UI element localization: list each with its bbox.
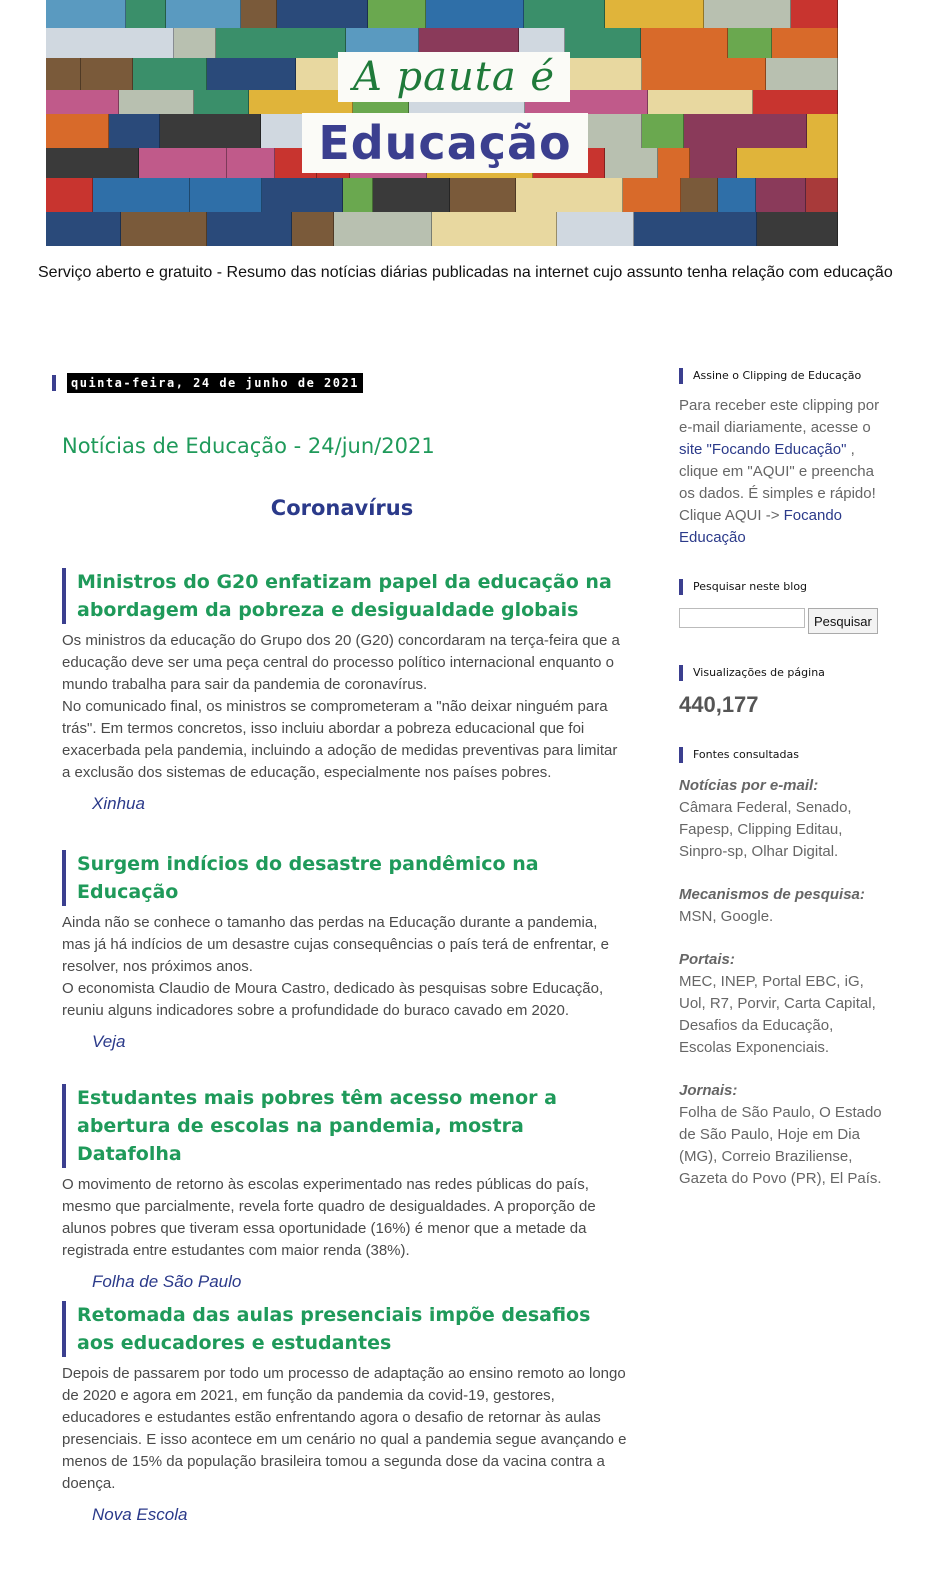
subscribe-text-part: Para receber este clipping por e-mail diariamente, acesse o bbox=[679, 397, 880, 436]
book-spine bbox=[46, 114, 109, 148]
book-spine bbox=[207, 212, 292, 246]
book-spine bbox=[737, 148, 838, 178]
book-spine bbox=[728, 28, 772, 58]
views-widget-title: Visualizações de página bbox=[679, 663, 889, 683]
book-spine bbox=[753, 90, 838, 114]
book-spine bbox=[119, 90, 193, 114]
article-body bbox=[62, 1363, 628, 1495]
source-group-label: Jornais: bbox=[679, 1082, 738, 1099]
article-paragraph: O movimento de retorno às escolas experimentado nas redes públicas do país, mesmo que parcialmente, revela forte quadro de desigualdades. A proporção de alunos pobres que tiveram essa oportunidade (16%) é menor que a metade da registrada entre estudantes com maior renda (38%). bbox=[62, 1176, 596, 1259]
book-spine bbox=[642, 114, 683, 148]
article-source-link[interactable]: Nova Escola bbox=[92, 1505, 188, 1524]
book-spine bbox=[292, 212, 334, 246]
search-row bbox=[679, 608, 889, 634]
book-spine bbox=[109, 114, 160, 148]
book-spine bbox=[81, 58, 133, 90]
book-spine bbox=[642, 58, 766, 90]
article-source-link[interactable]: Xinhua bbox=[92, 794, 145, 813]
book-spine bbox=[46, 212, 121, 246]
book-spine bbox=[216, 28, 346, 58]
book-spine bbox=[334, 212, 433, 246]
book-spine bbox=[46, 90, 119, 114]
title-big-box bbox=[302, 113, 588, 173]
source-group-label: Mecanismos de pesquisa: bbox=[679, 886, 865, 903]
source-group-label: Notícias por e-mail: bbox=[679, 777, 819, 794]
subscribe-text-part: , clique em "AQUI" e preencha os dados. É simples e rápido! Clique AQUI -> bbox=[679, 441, 876, 524]
article-body bbox=[62, 1174, 628, 1262]
book-spine bbox=[648, 90, 753, 114]
book-spine bbox=[46, 178, 93, 212]
book-spine bbox=[46, 58, 81, 90]
header-banner[interactable] bbox=[46, 0, 838, 246]
article-paragraph: O economista Claudio de Moura Castro, dedicado às pesquisas sobre Educação, reuniu alguns indicadores sobre a profundidade do buraco cavado em 2020. bbox=[62, 980, 604, 1019]
page-view-counter: 440,177 bbox=[679, 692, 759, 717]
book-spine bbox=[174, 28, 216, 58]
book-spine bbox=[658, 148, 690, 178]
article-title[interactable]: Estudantes mais pobres têm acesso menor a abertura de escolas na pandemia, mostra Datafolha bbox=[62, 1084, 628, 1168]
search-button[interactable]: Pesquisar bbox=[808, 608, 878, 634]
article bbox=[62, 1084, 628, 1292]
book-spine bbox=[93, 178, 189, 212]
book-spine bbox=[126, 0, 166, 28]
source-group-label: Portais: bbox=[679, 951, 735, 968]
source-group-text: Câmara Federal, Senado, Fapesp, Clipping Editau, Sinpro-sp, Olhar Digital. bbox=[679, 799, 852, 860]
article-title[interactable]: Surgem indícios do desastre pandêmico na Educação bbox=[62, 850, 628, 906]
article-paragraph: No comunicado final, os ministros se comprometeram a "não deixar ninguém para trás". Em termos concretos, isso incluiu abordar a pobreza educacional que foi exacerbada pela pandemia, incluindo a adoção de medidas preventivas para limitar a exclusão dos sistemas de educação, especialmente nos países pobres. bbox=[62, 698, 618, 781]
book-spine bbox=[756, 178, 805, 212]
book-spine bbox=[605, 148, 657, 178]
date-bar bbox=[52, 375, 56, 391]
book-spine bbox=[757, 212, 838, 246]
book-spine bbox=[791, 0, 838, 28]
book-spine bbox=[432, 212, 557, 246]
book-row bbox=[46, 0, 838, 28]
post-title[interactable]: Notícias de Educação - 24/jun/2021 bbox=[62, 434, 435, 458]
article-body bbox=[62, 912, 628, 1022]
book-spine bbox=[262, 178, 343, 212]
article-body bbox=[62, 630, 628, 784]
book-spine bbox=[46, 148, 139, 178]
subscribe-widget-title: Assine o Clipping de Educação bbox=[679, 366, 889, 386]
section-heading: Coronavírus bbox=[270, 496, 414, 520]
title-small: A pauta é bbox=[352, 54, 556, 100]
article-title[interactable]: Ministros do G20 enfatizam papel da educação na abordagem da pobreza e desigualdade globais bbox=[62, 568, 628, 624]
source-group-text: MSN, Google. bbox=[679, 908, 774, 925]
book-spine bbox=[166, 0, 241, 28]
book-spine bbox=[241, 0, 278, 28]
article bbox=[62, 850, 628, 1052]
book-spine bbox=[690, 148, 738, 178]
post-date: quinta-feira, 24 de junho de 2021 bbox=[67, 373, 363, 393]
book-spine bbox=[450, 178, 516, 212]
book-spine bbox=[806, 178, 838, 212]
book-spine bbox=[426, 0, 524, 28]
book-spine bbox=[277, 0, 367, 28]
article-source-link[interactable]: Folha de São Paulo bbox=[92, 1272, 242, 1291]
book-spine bbox=[368, 0, 427, 28]
book-spine bbox=[139, 148, 227, 178]
book-spine bbox=[46, 28, 174, 58]
article bbox=[62, 568, 628, 814]
focando-site-link[interactable]: site "Focando Educação" bbox=[679, 441, 847, 458]
book-spine bbox=[807, 114, 838, 148]
book-spine bbox=[718, 178, 756, 212]
book-spine bbox=[704, 0, 791, 28]
source-group-text: Folha de São Paulo, O Estado de São Paulo, Hoje em Dia (MG), Correio Braziliense, Gazeta do Povo (PR), El País. bbox=[679, 1104, 882, 1187]
book-spine bbox=[190, 178, 263, 212]
article-paragraph: Depois de passarem por todo um processo de adaptação ao ensino remoto ao longo de 2020 e agora em 2021, em função da pandemia da covid-19, gestores, educadores e estudantes estão enfrentando agora o desafio de retornar às aulas presenciais. E isso acontece em um cenário no qual a pandemia segue avançando e menos de 15% da população brasileira tomou a segunda dose da vacina contra a doença. bbox=[62, 1365, 627, 1492]
article-title[interactable]: Retomada das aulas presenciais impõe desafios aos educadores e estudantes bbox=[62, 1301, 628, 1357]
book-spine bbox=[46, 0, 126, 28]
book-spine bbox=[121, 212, 207, 246]
blog-title: Educação bbox=[318, 116, 572, 170]
blog-description: Serviço aberto e gratuito - Resumo das notícias diárias publicadas na internet cujo assunto tenha relação com educação bbox=[38, 264, 893, 281]
book-spine bbox=[634, 212, 757, 246]
book-spine bbox=[766, 58, 838, 90]
book-spine bbox=[194, 90, 249, 114]
book-spine bbox=[160, 114, 261, 148]
book-spine bbox=[557, 212, 634, 246]
book-spine bbox=[641, 28, 728, 58]
sources-list bbox=[679, 775, 889, 1190]
book-spine bbox=[227, 148, 275, 178]
book-spine bbox=[605, 0, 704, 28]
book-spine bbox=[343, 178, 373, 212]
date-header bbox=[52, 370, 628, 396]
book-spine bbox=[524, 0, 605, 28]
sidebar bbox=[679, 366, 889, 1211]
title-small-box bbox=[338, 52, 570, 102]
source-group-text: MEC, INEP, Portal EBC, iG, Uol, R7, Porvir, Carta Capital, Desafios da Educação, Escolas Exponenciais. bbox=[679, 973, 876, 1056]
article bbox=[62, 1301, 628, 1525]
main-column bbox=[52, 370, 628, 1524]
book-spine bbox=[516, 178, 622, 212]
book-spine bbox=[623, 178, 681, 212]
book-spine bbox=[207, 58, 296, 90]
book-spine bbox=[772, 28, 838, 58]
sources-widget-title: Fontes consultadas bbox=[679, 745, 889, 765]
focando-educacao-link[interactable]: Focando Educação bbox=[679, 507, 843, 546]
search-input[interactable] bbox=[679, 608, 805, 628]
book-spine bbox=[681, 178, 718, 212]
book-spine bbox=[373, 178, 451, 212]
book-spine bbox=[133, 58, 208, 90]
book-row bbox=[46, 212, 838, 246]
book-spine bbox=[684, 114, 807, 148]
search-widget-title: Pesquisar neste blog bbox=[679, 577, 889, 597]
book-spine bbox=[565, 28, 641, 58]
book-row bbox=[46, 178, 838, 212]
subscribe-text bbox=[679, 395, 889, 549]
article-paragraph: Os ministros da educação do Grupo dos 20 (G20) concordaram na terça-feira que a educação deve ser uma peça central do processo político internacional enquanto o mundo trabalha para sair da pandemia de coronavírus. bbox=[62, 632, 620, 693]
article-source-link[interactable]: Veja bbox=[92, 1032, 126, 1051]
article-paragraph: Ainda não se conhece o tamanho das perdas na Educação durante a pandemia, mas já há indícios de um desastre cujas consequências o país terá de enfrentar, e resolver, nos próximos anos. bbox=[62, 914, 609, 975]
